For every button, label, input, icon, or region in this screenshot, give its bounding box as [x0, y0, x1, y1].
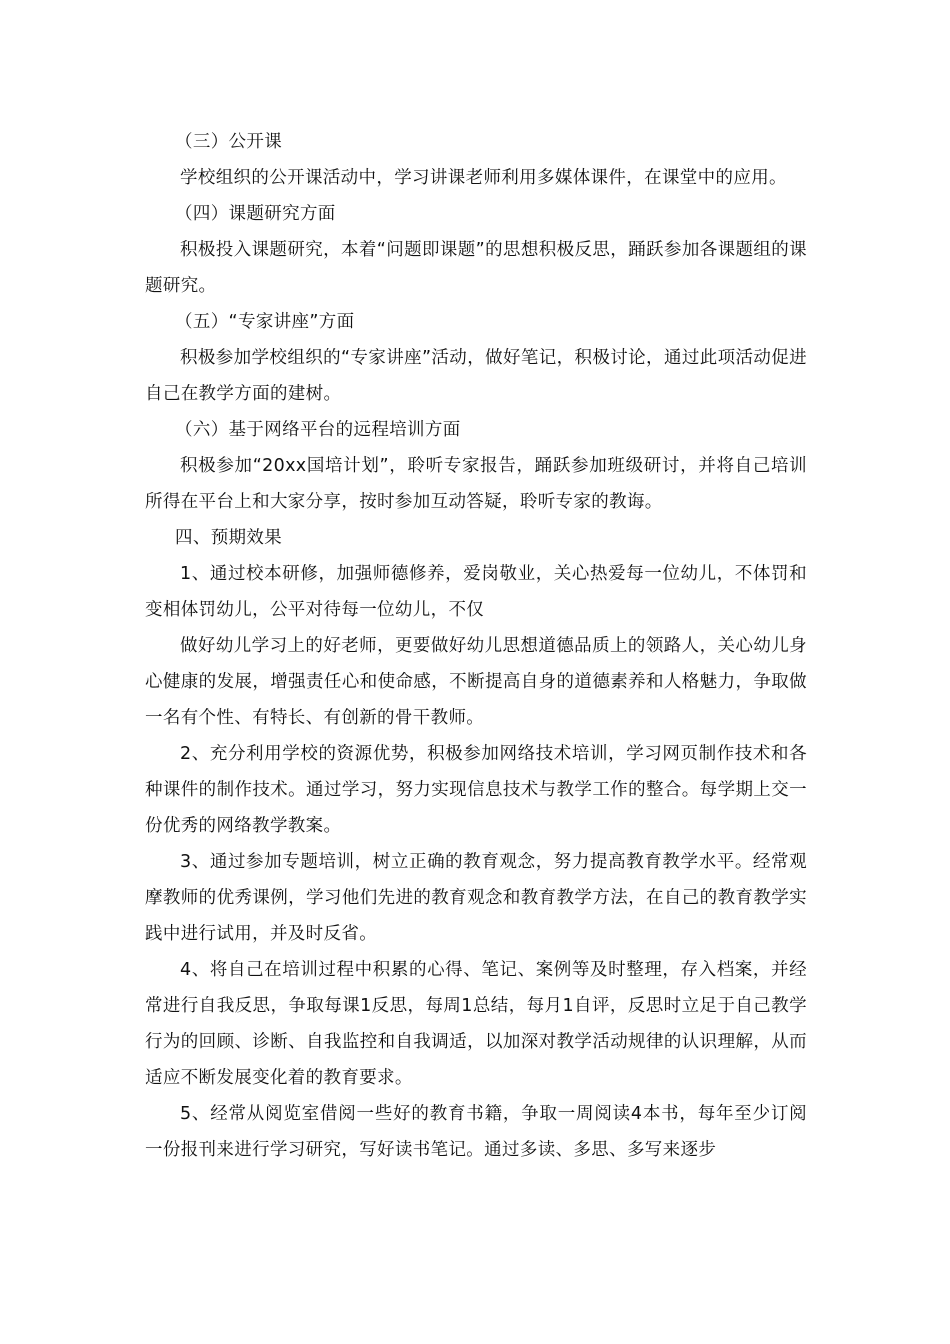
- paragraph-result-1: 1、通过校本研修，加强师德修养，爱岗敬业，关心热爱每一位幼儿，不体罚和变相体罚幼儿，公平对待每一位幼儿，不仅: [145, 564, 807, 620]
- paragraph-research: 积极投入课题研究，本着“问题即课题”的思想积极反思，踊跃参加各课题组的课题研究。: [145, 240, 807, 296]
- section-heading-research: （四）课题研究方面: [175, 204, 336, 224]
- document-body: [145, 124, 807, 1168]
- paragraph-result-2: 2、充分利用学校的资源优势，积极参加网络技术培训，学习网页制作技术和各种课件的制作技术。通过学习，努力实现信息技术与教学工作的整合。每学期上交一份优秀的网络教学教案。: [145, 744, 807, 836]
- section-heading-expert-lecture: （五）“专家讲座”方面: [175, 312, 355, 332]
- section-heading-expected-results: 四、预期效果: [175, 528, 283, 548]
- paragraph-result-1-continued: 做好幼儿学习上的好老师，更要做好幼儿思想道德品质上的领路人，关心幼儿身心健康的发展，增强责任心和使命感，不断提高自身的道德素养和人格魅力，争取做一名有个性、有特长、有创新的骨干教师。: [145, 636, 807, 728]
- section-heading-open-class: （三）公开课: [175, 132, 283, 152]
- paragraph-result-4: 4、将自己在培训过程中积累的心得、笔记、案例等及时整理，存入档案，并经常进行自我反思，争取每课1反思，每周1总结，每月1自评，反思时立足于自己教学行为的回顾、诊断、自我监控和自我调适，以加深对教学活动规律的认识理解，从而适应不断发展变化着的教育要求。: [145, 960, 807, 1088]
- paragraph-result-5: 5、经常从阅览室借阅一些好的教育书籍，争取一周阅读4本书，每年至少订阅一份报刊来进行学习研究，写好读书笔记。通过多读、多思、多写来逐步: [145, 1104, 807, 1160]
- paragraph-open-class: 学校组织的公开课活动中，学习讲课老师利用多媒体课件，在课堂中的应用。: [180, 168, 787, 188]
- paragraph-expert-lecture: 积极参加学校组织的“专家讲座”活动，做好笔记，积极讨论，通过此项活动促进自己在教学方面的建树。: [145, 348, 807, 404]
- section-heading-remote-training: （六）基于网络平台的远程培训方面: [175, 420, 461, 440]
- paragraph-remote-training: 积极参加“20xx国培计划”，聆听专家报告，踊跃参加班级研讨，并将自己培训所得在平台上和大家分享，按时参加互动答疑，聆听专家的教诲。: [145, 456, 807, 512]
- paragraph-result-3: 3、通过参加专题培训，树立正确的教育观念，努力提高教育教学水平。经常观摩教师的优秀课例，学习他们先进的教育观念和教育教学方法，在自己的教育教学实践中进行试用，并及时反省。: [145, 852, 807, 944]
